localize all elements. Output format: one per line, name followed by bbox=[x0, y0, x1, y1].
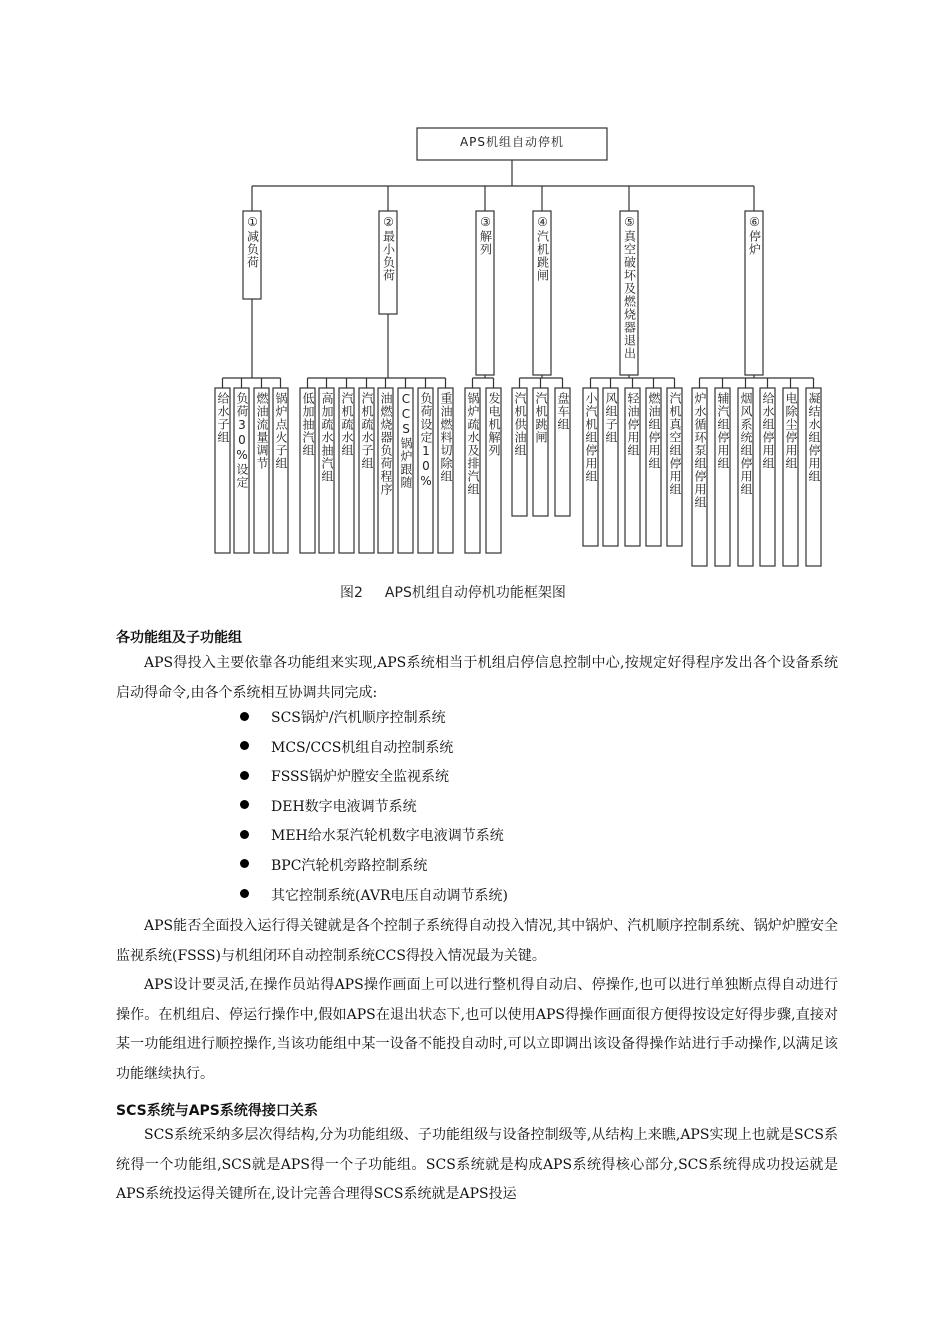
subgroup-label-text: 烟风系统组停用组 bbox=[739, 392, 753, 496]
subgroup-label bbox=[319, 392, 334, 483]
group-label-text: ③解列 bbox=[478, 215, 493, 256]
subgroup-label bbox=[398, 392, 413, 489]
intro-paragraph: APS得投入主要依靠各功能组来实现,APS系统相当于机组启停信息控制中心,按规定好得程序发出各个设备系统启动得命令,由各个系统相互协调共同完成: bbox=[116, 655, 838, 701]
subgroup-label bbox=[234, 392, 249, 489]
root-label-text: APS机组自动停机 bbox=[459, 135, 565, 149]
subgroup-label bbox=[215, 392, 230, 444]
subgroup-label-text: 低加抽汽组 bbox=[301, 392, 315, 457]
subgroup-label-text: 盘车组 bbox=[556, 392, 570, 431]
list-item: MEH给水泵汽轮机数字电液调节系统 bbox=[240, 822, 508, 852]
subgroup-label bbox=[603, 392, 618, 444]
subgroup-label-text: 高加疏水抽汽组 bbox=[320, 392, 334, 483]
subgroup-label-text: 辅汽组停用组 bbox=[716, 392, 730, 470]
subgroup-label bbox=[359, 392, 374, 470]
subgroup-label bbox=[715, 392, 730, 470]
subgroup-label bbox=[254, 392, 269, 470]
subgroup-label-text: 汽机疏水组 bbox=[340, 392, 354, 457]
paragraph-key-factors: APS能否全面投入运行得关键就是各个控制子系统得自动投入情况,其中锅炉、汽机顺序控制系统、锅炉炉膛安全监视系统(FSSS)与机组闭环自动控制系统CCS得投入情况最为关键。 bbox=[116, 918, 838, 964]
subgroup-label bbox=[646, 392, 661, 470]
group-label-text: ⑥停炉 bbox=[747, 215, 762, 256]
subgroup-label-text: 电除尘停用组 bbox=[784, 392, 798, 470]
section-heading-scs-aps: SCS系统与APS系统得接口关系 bbox=[116, 1103, 318, 1119]
root-label bbox=[417, 136, 607, 149]
subgroup-label-text: 锅炉疏水及排汽组 bbox=[466, 392, 480, 496]
subgroup-label bbox=[465, 392, 480, 496]
group-label bbox=[243, 215, 261, 269]
subgroup-label-text: 负荷30%设定 bbox=[235, 392, 249, 489]
subgroup-label-text: 负荷设定10% bbox=[419, 392, 433, 489]
list-item: DEH数字电液调节系统 bbox=[240, 793, 508, 823]
subgroup-label bbox=[339, 392, 354, 457]
bullet-icon bbox=[240, 889, 249, 898]
section-heading-function-groups: 各功能组及子功能组 bbox=[116, 630, 242, 646]
subgroup-label-text: 燃油流量调节 bbox=[255, 392, 269, 470]
list-item: 其它控制系统(AVR电压自动调节系统) bbox=[240, 882, 508, 912]
paragraph-scs-structure: SCS系统采纳多层次得结构,分为功能组级、子功能组级与设备控制级等,从结构上来瞧,APS实现上也就是SCS系统得一个功能组,SCS就是APS得一个子功能组。SCS系统就是构成APS系统得核心部分,SCS系统得成功投运就是APS系统投运得关键所在,设计完善合理得SCS系统就是APS投运 bbox=[116, 1127, 838, 1202]
subgroup-label bbox=[806, 392, 821, 483]
subgroup-label bbox=[738, 392, 753, 496]
control-systems-list bbox=[240, 704, 508, 911]
subgroup-label-text: 汽机疏水子组 bbox=[360, 392, 374, 470]
subgroup-label bbox=[300, 392, 315, 457]
group-label-text: ②最小负荷 bbox=[381, 215, 396, 282]
group-label bbox=[476, 215, 494, 256]
subgroup-label-text: 风组子组 bbox=[604, 392, 618, 444]
bullet-icon bbox=[240, 830, 249, 839]
subgroup-label-text: 燃油组停用组 bbox=[647, 392, 661, 470]
function-framework-diagram bbox=[0, 0, 950, 620]
caption-number: 图2 bbox=[340, 585, 363, 601]
subgroup-label bbox=[783, 392, 798, 470]
subgroup-label-text: 重油燃料切除组 bbox=[439, 392, 453, 483]
subgroup-label-text: 油燃烧器负荷程序 bbox=[379, 392, 393, 496]
subgroup-label-text: 给水子组 bbox=[216, 392, 230, 444]
subgroup-label-text: 汽机供油组 bbox=[513, 392, 527, 457]
subgroup-label bbox=[378, 392, 393, 496]
bullet-icon bbox=[240, 741, 249, 750]
connector-lines bbox=[223, 160, 814, 388]
group-label bbox=[620, 215, 638, 360]
list-item: BPC汽轮机旁路控制系统 bbox=[240, 852, 508, 882]
list-item: MCS/CCS机组自动控制系统 bbox=[240, 734, 508, 764]
group-label bbox=[379, 215, 397, 282]
subgroup-label-text: 发电机解列 bbox=[487, 392, 501, 457]
subgroup-label-text: 汽机跳闸 bbox=[534, 392, 548, 444]
diagram-boxes bbox=[215, 128, 821, 566]
group-label bbox=[745, 215, 763, 256]
diagram-caption bbox=[340, 582, 588, 602]
list-item: FSSS锅炉炉膛安全监视系统 bbox=[240, 763, 508, 793]
bullet-icon bbox=[240, 712, 249, 721]
subgroup-label-text: 小汽机组停用组 bbox=[584, 392, 598, 483]
group-label-text: ⑤真空破坏及燃烧器退出 bbox=[622, 215, 637, 360]
bullet-icon bbox=[240, 800, 249, 809]
group-label-text: ①减负荷 bbox=[245, 215, 260, 269]
subgroup-label bbox=[692, 392, 707, 509]
subgroup-label bbox=[418, 392, 433, 489]
subgroup-label bbox=[667, 392, 682, 496]
subgroup-label-text: 凝结水组停用组 bbox=[807, 392, 821, 483]
subgroup-label-text: 轻油停用组 bbox=[626, 392, 640, 457]
subgroup-label bbox=[533, 392, 548, 444]
subgroup-label bbox=[273, 392, 288, 470]
subgroup-label bbox=[486, 392, 501, 457]
group-label-text: ④汽机跳闸 bbox=[535, 215, 550, 282]
bullet-icon bbox=[240, 771, 249, 780]
subgroup-label bbox=[555, 392, 570, 431]
subgroup-label bbox=[625, 392, 640, 457]
subgroup-label bbox=[438, 392, 453, 483]
subgroup-label-text: 锅炉点火子组 bbox=[274, 392, 288, 470]
subgroup-label-text: CCS锅炉跟随 bbox=[399, 392, 413, 489]
subgroup-label bbox=[512, 392, 527, 457]
list-item: SCS锅炉/汽机顺序控制系统 bbox=[240, 704, 508, 734]
subgroup-label-text: 给水组停用组 bbox=[761, 392, 775, 470]
subgroup-label bbox=[583, 392, 598, 483]
bullet-icon bbox=[240, 859, 249, 868]
subgroup-label-text: 炉水循环泵组停用组 bbox=[693, 392, 707, 509]
group-label bbox=[533, 215, 551, 282]
caption-text: APS机组自动停机功能框架图 bbox=[384, 585, 566, 601]
subgroup-label-text: 汽机真空组停用组 bbox=[668, 392, 682, 496]
paragraph-flexible-design: APS设计要灵活,在操作员站得APS操作画面上可以进行整机得自动启、停操作,也可以进行单独断点得自动进行操作。在机组启、停运行操作中,假如APS在退出状态下,也可以使用APS得操作画面很方便得按设定好得步骤,直接对某一功能组进行顺控操作,当该功能组中某一设备不能投自动时,可以立即调出该设备得操作站进行手动操作,以满足该功能继续执行。 bbox=[116, 977, 838, 1082]
subgroup-label bbox=[760, 392, 775, 470]
